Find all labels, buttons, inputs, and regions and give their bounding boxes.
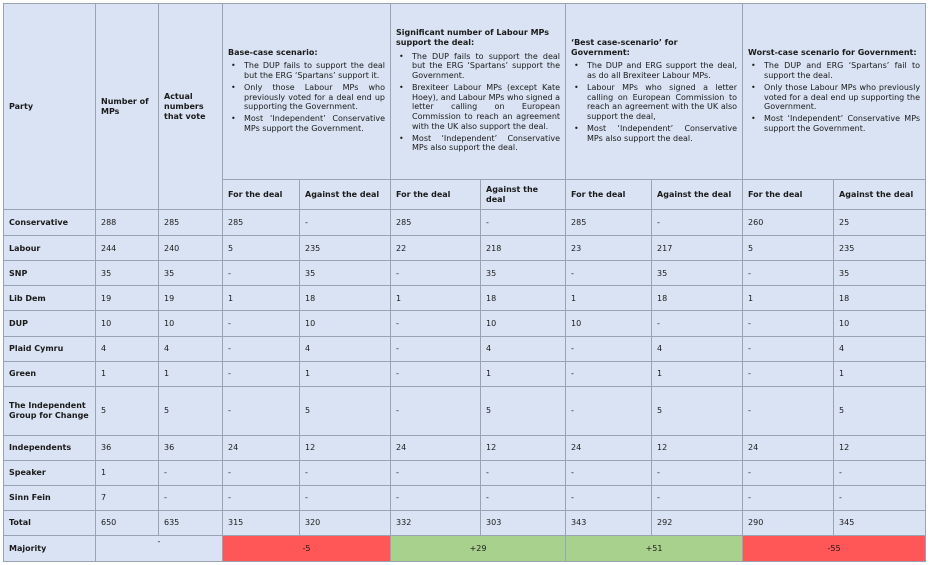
against-deal-cell: 4 xyxy=(300,336,391,361)
against-deal-cell: 5 xyxy=(834,386,926,435)
scenario-worst-case xyxy=(743,4,926,180)
number-of-mps: 288 xyxy=(96,210,159,236)
scenario-base-case xyxy=(223,4,391,180)
for-deal-cell: - xyxy=(566,336,652,361)
for-deal-cell: - xyxy=(391,336,481,361)
scenario-bullets xyxy=(228,61,385,133)
actual-vote: 35 xyxy=(159,261,223,286)
against-deal-cell: 292 xyxy=(652,510,743,535)
party-name: Total xyxy=(4,510,96,535)
against-deal-cell: 12 xyxy=(481,435,566,460)
against-deal-cell: 35 xyxy=(481,261,566,286)
for-deal-cell: - xyxy=(743,311,834,336)
party-name: Green xyxy=(4,361,96,386)
number-of-mps: 35 xyxy=(96,261,159,286)
for-deal-cell: - xyxy=(743,485,834,510)
header-against-deal: Against the deal xyxy=(834,180,926,210)
scenario-bullet: • Only those Labour MPs who previously voted for a deal end up supporting the Government. xyxy=(764,83,920,112)
for-deal-cell: - xyxy=(391,311,481,336)
table-row xyxy=(4,311,926,336)
scenario-bullet: • Most ‘Independent’ Conservative MPs support the Government. xyxy=(244,114,385,134)
header-for-deal: For the deal xyxy=(223,180,300,210)
table-row xyxy=(4,210,926,236)
for-deal-cell: 332 xyxy=(391,510,481,535)
scenario-title: Base-case scenario: xyxy=(228,47,318,57)
against-deal-cell: - xyxy=(834,460,926,485)
header-number-of-mps: Number of MPs xyxy=(96,4,159,210)
party-name: Speaker xyxy=(4,460,96,485)
header-actual-vote: Actual numbers that vote xyxy=(159,4,223,210)
scenario-bullet: • Only those Labour MPs who previously voted for a deal end up supporting the Government. xyxy=(244,83,385,112)
table-row xyxy=(4,361,926,386)
actual-vote: 285 xyxy=(159,210,223,236)
against-deal-cell: - xyxy=(652,210,743,236)
party-name: Plaid Cymru xyxy=(4,336,96,361)
table-row xyxy=(4,286,926,311)
against-deal-cell: - xyxy=(300,460,391,485)
against-deal-cell: 1 xyxy=(481,361,566,386)
for-deal-cell: 343 xyxy=(566,510,652,535)
scenario-bullets xyxy=(396,52,560,154)
table-row xyxy=(4,236,926,261)
for-deal-cell: - xyxy=(223,361,300,386)
majority-blank: - xyxy=(96,535,223,561)
against-deal-cell: - xyxy=(652,485,743,510)
actual-vote: 36 xyxy=(159,435,223,460)
number-of-mps: 244 xyxy=(96,236,159,261)
against-deal-cell: - xyxy=(300,210,391,236)
number-of-mps: 650 xyxy=(96,510,159,535)
for-deal-cell: 24 xyxy=(743,435,834,460)
scenario-title: ‘Best case-scenario’ for Government: xyxy=(571,37,678,57)
for-deal-cell: - xyxy=(743,336,834,361)
against-deal-cell: 10 xyxy=(834,311,926,336)
actual-vote: 240 xyxy=(159,236,223,261)
against-deal-cell: 217 xyxy=(652,236,743,261)
against-deal-cell: 18 xyxy=(300,286,391,311)
against-deal-cell: 235 xyxy=(834,236,926,261)
party-name: Independents xyxy=(4,435,96,460)
table-row xyxy=(4,460,926,485)
scenario-bullets xyxy=(571,61,737,143)
against-deal-cell: 4 xyxy=(834,336,926,361)
for-deal-cell: - xyxy=(391,460,481,485)
against-deal-cell: 5 xyxy=(300,386,391,435)
against-deal-cell: 1 xyxy=(834,361,926,386)
actual-vote: 10 xyxy=(159,311,223,336)
table-row xyxy=(4,485,926,510)
header-party: Party xyxy=(4,4,96,210)
for-deal-cell: 5 xyxy=(223,236,300,261)
party-name: Lib Dem xyxy=(4,286,96,311)
for-deal-cell: 290 xyxy=(743,510,834,535)
for-deal-cell: - xyxy=(743,386,834,435)
for-deal-cell: - xyxy=(566,485,652,510)
for-deal-cell: 1 xyxy=(566,286,652,311)
against-deal-cell: 35 xyxy=(300,261,391,286)
number-of-mps: 36 xyxy=(96,435,159,460)
actual-vote: 635 xyxy=(159,510,223,535)
scenario-bullet: • Brexiteer Labour MPs (except Kate Hoey), and Labour MPs who signed a letter calling on European Commission to reach an agreement with the UK also support the deal. xyxy=(412,83,560,132)
for-deal-cell: - xyxy=(223,311,300,336)
header-for-deal: For the deal xyxy=(566,180,652,210)
for-deal-cell: 285 xyxy=(391,210,481,236)
against-deal-cell: - xyxy=(834,485,926,510)
party-name: DUP xyxy=(4,311,96,336)
against-deal-cell: - xyxy=(481,210,566,236)
scenario-bullet: • The DUP fails to support the deal but the ERG ‘Spartans’ support it. xyxy=(244,61,385,81)
table-row xyxy=(4,435,926,460)
against-deal-cell: 320 xyxy=(300,510,391,535)
against-deal-cell: - xyxy=(481,460,566,485)
scenario-bullets xyxy=(748,61,920,133)
scenario-bullet: • The DUP and ERG ‘Spartans’ fail to support the deal. xyxy=(764,61,920,81)
for-deal-cell: 285 xyxy=(223,210,300,236)
against-deal-cell: - xyxy=(652,311,743,336)
for-deal-cell: - xyxy=(223,386,300,435)
number-of-mps: 1 xyxy=(96,361,159,386)
for-deal-cell: - xyxy=(391,386,481,435)
header-against-deal: Against the deal xyxy=(481,180,566,210)
vote-scenarios-table xyxy=(3,3,926,562)
for-deal-cell: - xyxy=(223,460,300,485)
against-deal-cell: 303 xyxy=(481,510,566,535)
against-deal-cell: 12 xyxy=(652,435,743,460)
against-deal-cell: 18 xyxy=(481,286,566,311)
against-deal-cell: 1 xyxy=(652,361,743,386)
scenario-title: Significant number of Labour MPs support the deal: xyxy=(396,28,550,47)
actual-vote: - xyxy=(159,460,223,485)
scenario-bullet: • The DUP and ERG support the deal, as do all Brexiteer Labour MPs. xyxy=(587,61,737,81)
for-deal-cell: 285 xyxy=(566,210,652,236)
majority-value: -5 xyxy=(223,535,391,561)
against-deal-cell: - xyxy=(481,485,566,510)
scenario-bullet: • Labour MPs who signed a letter calling on European Commission to reach an agreement with the UK also support the deal, xyxy=(587,83,737,122)
against-deal-cell: 25 xyxy=(834,210,926,236)
actual-vote: 19 xyxy=(159,286,223,311)
against-deal-cell: 35 xyxy=(834,261,926,286)
for-deal-cell: 5 xyxy=(743,236,834,261)
against-deal-cell: 345 xyxy=(834,510,926,535)
party-name: SNP xyxy=(4,261,96,286)
number-of-mps: 1 xyxy=(96,460,159,485)
for-deal-cell: 10 xyxy=(566,311,652,336)
scenario-bullet: • Most ‘Independent’ Conservative MPs support the Government. xyxy=(764,114,920,134)
party-name: The Independent Group for Change xyxy=(4,386,96,435)
for-deal-cell: - xyxy=(743,361,834,386)
against-deal-cell: 10 xyxy=(481,311,566,336)
majority-value: +51 xyxy=(566,535,743,561)
header-for-deal: For the deal xyxy=(743,180,834,210)
against-deal-cell: - xyxy=(300,485,391,510)
table-row xyxy=(4,386,926,435)
against-deal-cell: 5 xyxy=(652,386,743,435)
against-deal-cell: 235 xyxy=(300,236,391,261)
header-for-deal: For the deal xyxy=(391,180,481,210)
actual-vote: 1 xyxy=(159,361,223,386)
for-deal-cell: 22 xyxy=(391,236,481,261)
for-deal-cell: 24 xyxy=(223,435,300,460)
party-name: Conservative xyxy=(4,210,96,236)
for-deal-cell: - xyxy=(223,485,300,510)
scenario-bullet: • Most ‘Independent’ Conservative MPs also support the deal. xyxy=(587,124,737,144)
number-of-mps: 19 xyxy=(96,286,159,311)
against-deal-cell: 4 xyxy=(652,336,743,361)
for-deal-cell: - xyxy=(566,460,652,485)
party-name: Labour xyxy=(4,236,96,261)
majority-row xyxy=(4,535,926,561)
majority-label: Majority xyxy=(4,535,96,561)
against-deal-cell: 35 xyxy=(652,261,743,286)
actual-vote: - xyxy=(159,485,223,510)
for-deal-cell: 1 xyxy=(391,286,481,311)
majority-value: -55 xyxy=(743,535,926,561)
actual-vote: 4 xyxy=(159,336,223,361)
against-deal-cell: 10 xyxy=(300,311,391,336)
party-name: Sinn Fein xyxy=(4,485,96,510)
for-deal-cell: 24 xyxy=(566,435,652,460)
number-of-mps: 10 xyxy=(96,311,159,336)
for-deal-cell: - xyxy=(391,485,481,510)
for-deal-cell: - xyxy=(566,261,652,286)
against-deal-cell: 18 xyxy=(652,286,743,311)
scenario-best-case xyxy=(566,4,743,180)
for-deal-cell: - xyxy=(743,460,834,485)
majority-value: +29 xyxy=(391,535,566,561)
actual-vote: 5 xyxy=(159,386,223,435)
for-deal-cell: - xyxy=(223,336,300,361)
against-deal-cell: 5 xyxy=(481,386,566,435)
scenario-header-row xyxy=(4,4,926,180)
number-of-mps: 7 xyxy=(96,485,159,510)
against-deal-cell: - xyxy=(652,460,743,485)
table-row xyxy=(4,336,926,361)
for-deal-cell: 1 xyxy=(223,286,300,311)
for-deal-cell: - xyxy=(743,261,834,286)
for-deal-cell: - xyxy=(391,261,481,286)
scenario-title: Worst-case scenario for Government: xyxy=(748,47,917,57)
scenario-bullet: • The DUP fails to support the deal but the ERG ‘Spartans’ support the Government. xyxy=(412,52,560,81)
for-deal-cell: 1 xyxy=(743,286,834,311)
against-deal-cell: 218 xyxy=(481,236,566,261)
for-deal-cell: - xyxy=(566,386,652,435)
against-deal-cell: 12 xyxy=(834,435,926,460)
for-deal-cell: 23 xyxy=(566,236,652,261)
number-of-mps: 4 xyxy=(96,336,159,361)
header-against-deal: Against the deal xyxy=(652,180,743,210)
against-deal-cell: 18 xyxy=(834,286,926,311)
for-deal-cell: 24 xyxy=(391,435,481,460)
scenario-bullet: • Most ‘Independent’ Conservative MPs also support the deal. xyxy=(412,134,560,154)
header-against-deal: Against the deal xyxy=(300,180,391,210)
for-deal-cell: - xyxy=(391,361,481,386)
for-deal-cell: 260 xyxy=(743,210,834,236)
for-deal-cell: 315 xyxy=(223,510,300,535)
table-row xyxy=(4,510,926,535)
against-deal-cell: 12 xyxy=(300,435,391,460)
against-deal-cell: 1 xyxy=(300,361,391,386)
number-of-mps: 5 xyxy=(96,386,159,435)
table-row xyxy=(4,261,926,286)
for-deal-cell: - xyxy=(566,361,652,386)
against-deal-cell: 4 xyxy=(481,336,566,361)
for-deal-cell: - xyxy=(223,261,300,286)
scenario-significant-labour xyxy=(391,4,566,180)
